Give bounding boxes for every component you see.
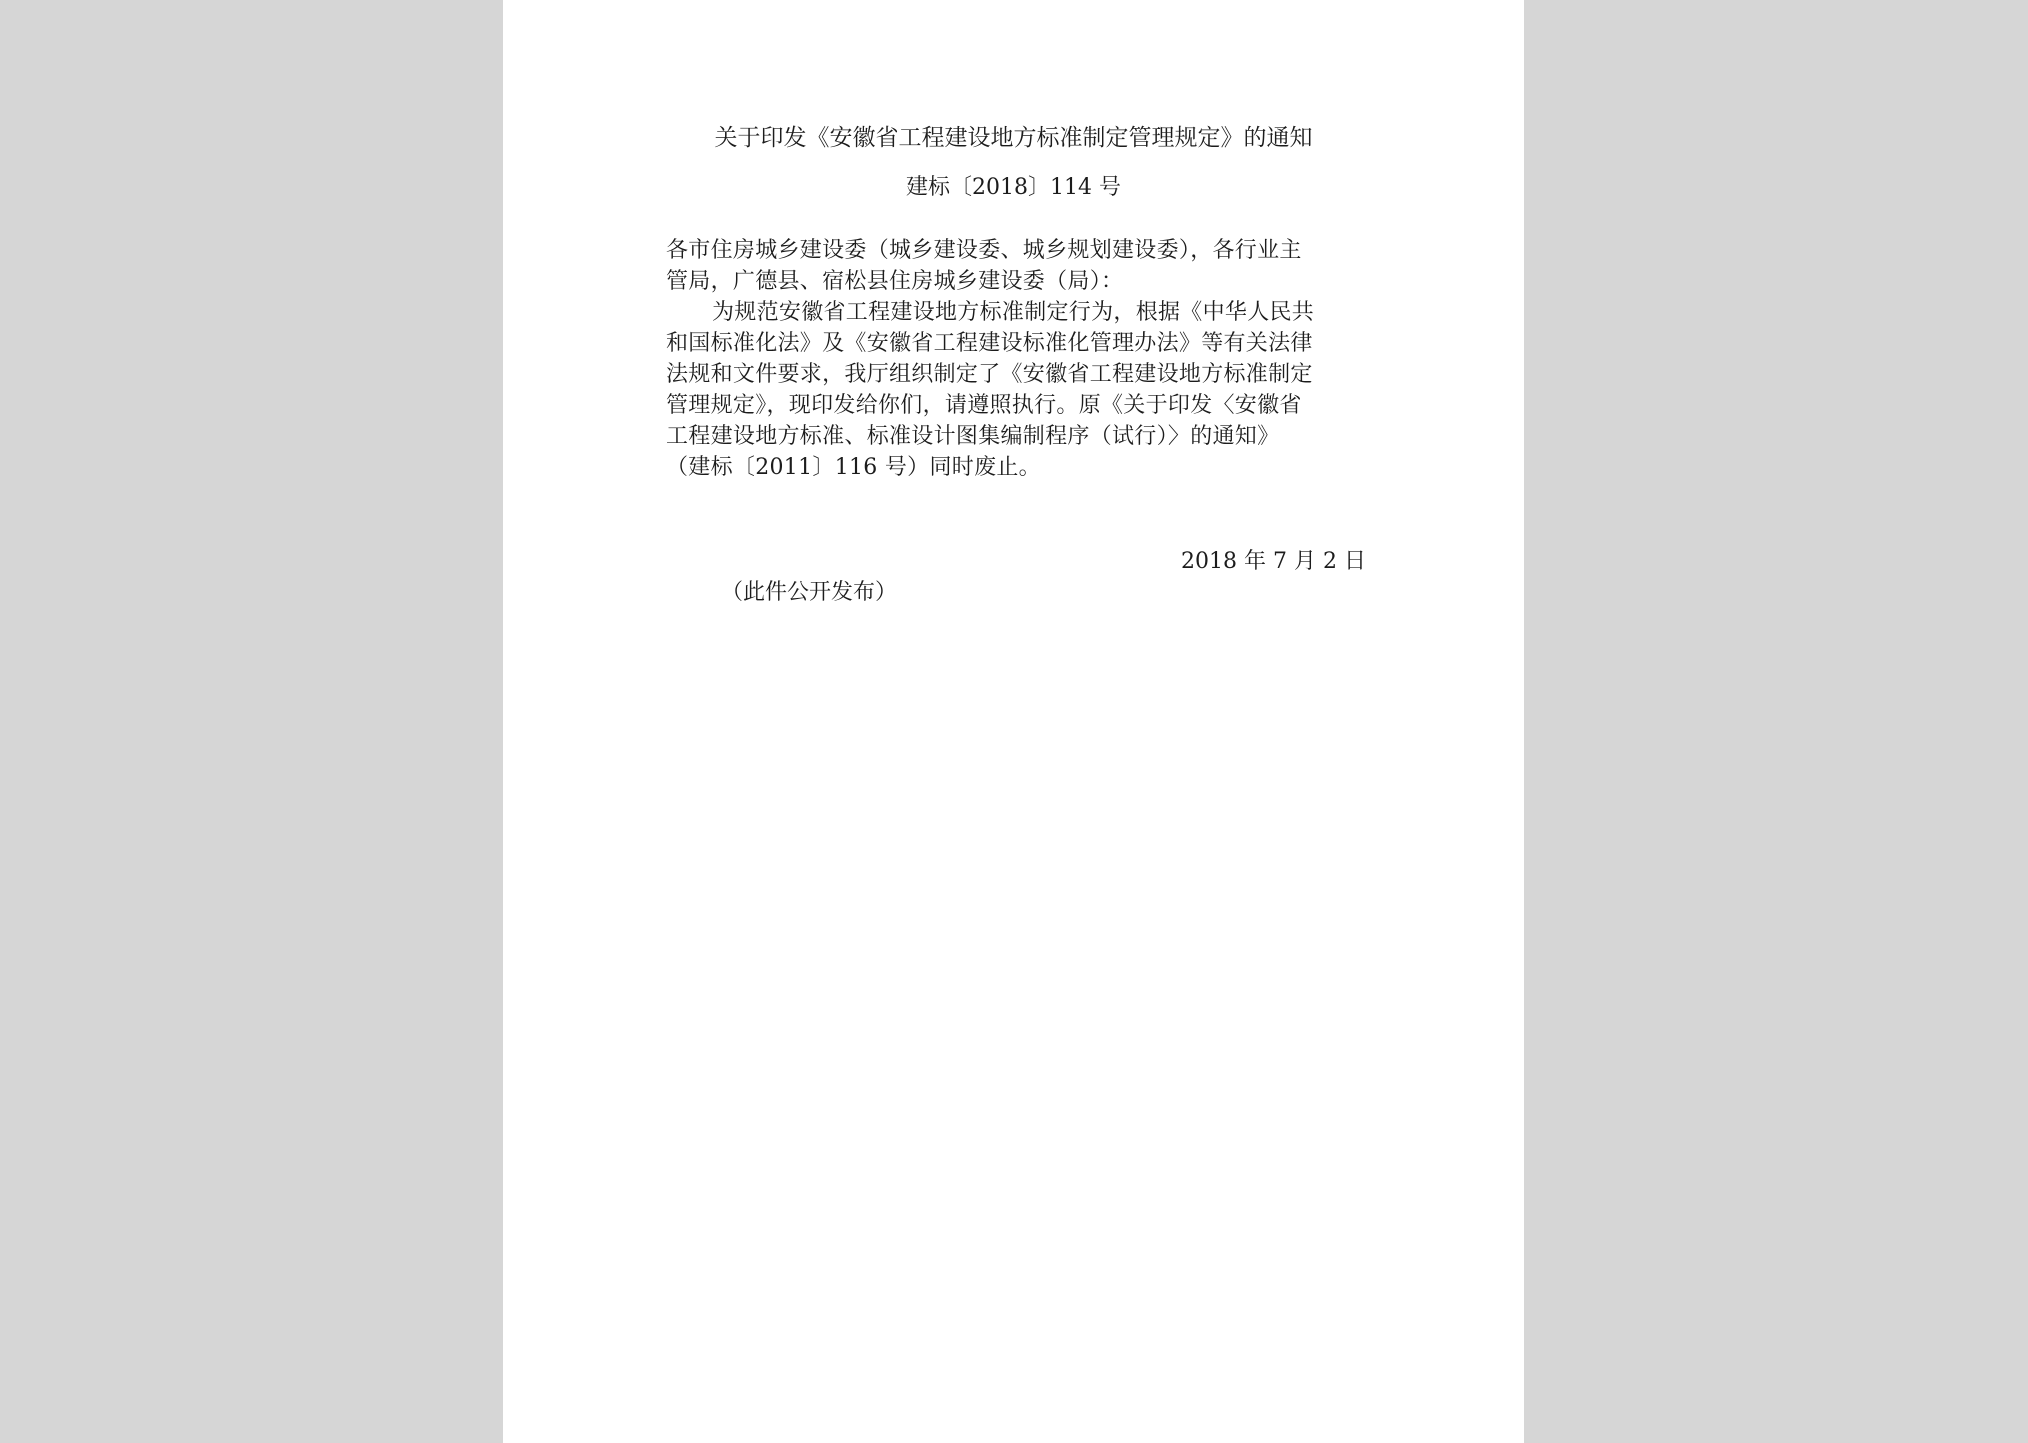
addressee-line: 管局，广德县、宿松县住房城乡建设委（局）： [666, 269, 1124, 294]
addressee-line: 各市住房城乡建设委（城乡建设委、城乡规划建设委），各行业主 [666, 238, 1302, 263]
document-number: 建标〔2018〕114 号 [906, 175, 1121, 200]
publish-note: （此件公开发布） [721, 580, 898, 605]
body-line: 法规和文件要求，我厅组织制定了《安徽省工程建设地方标准制定 [666, 362, 1313, 387]
document-page [503, 0, 1524, 1443]
document-title: 关于印发《安徽省工程建设地方标准制定管理规定》的通知 [714, 125, 1313, 151]
document-date: 2018 年 7 月 2 日 [1181, 549, 1366, 574]
addressee [666, 235, 1366, 297]
body-line: 和国标准化法》及《安徽省工程建设标准化管理办法》等有关法律 [666, 331, 1313, 356]
body-line: 工程建设地方标准、标准设计图集编制程序（试行）〉的通知》 [666, 424, 1280, 449]
body-line: 管理规定》，现印发给你们，请遵照执行。原《关于印发〈安徽省 [666, 393, 1302, 418]
body-line: （建标〔2011〕116 号）同时废止。 [666, 455, 1041, 480]
body-paragraph [666, 297, 1366, 483]
body-line: 为规范安徽省工程建设地方标准制定行为，根据《中华人民共 [712, 300, 1315, 325]
